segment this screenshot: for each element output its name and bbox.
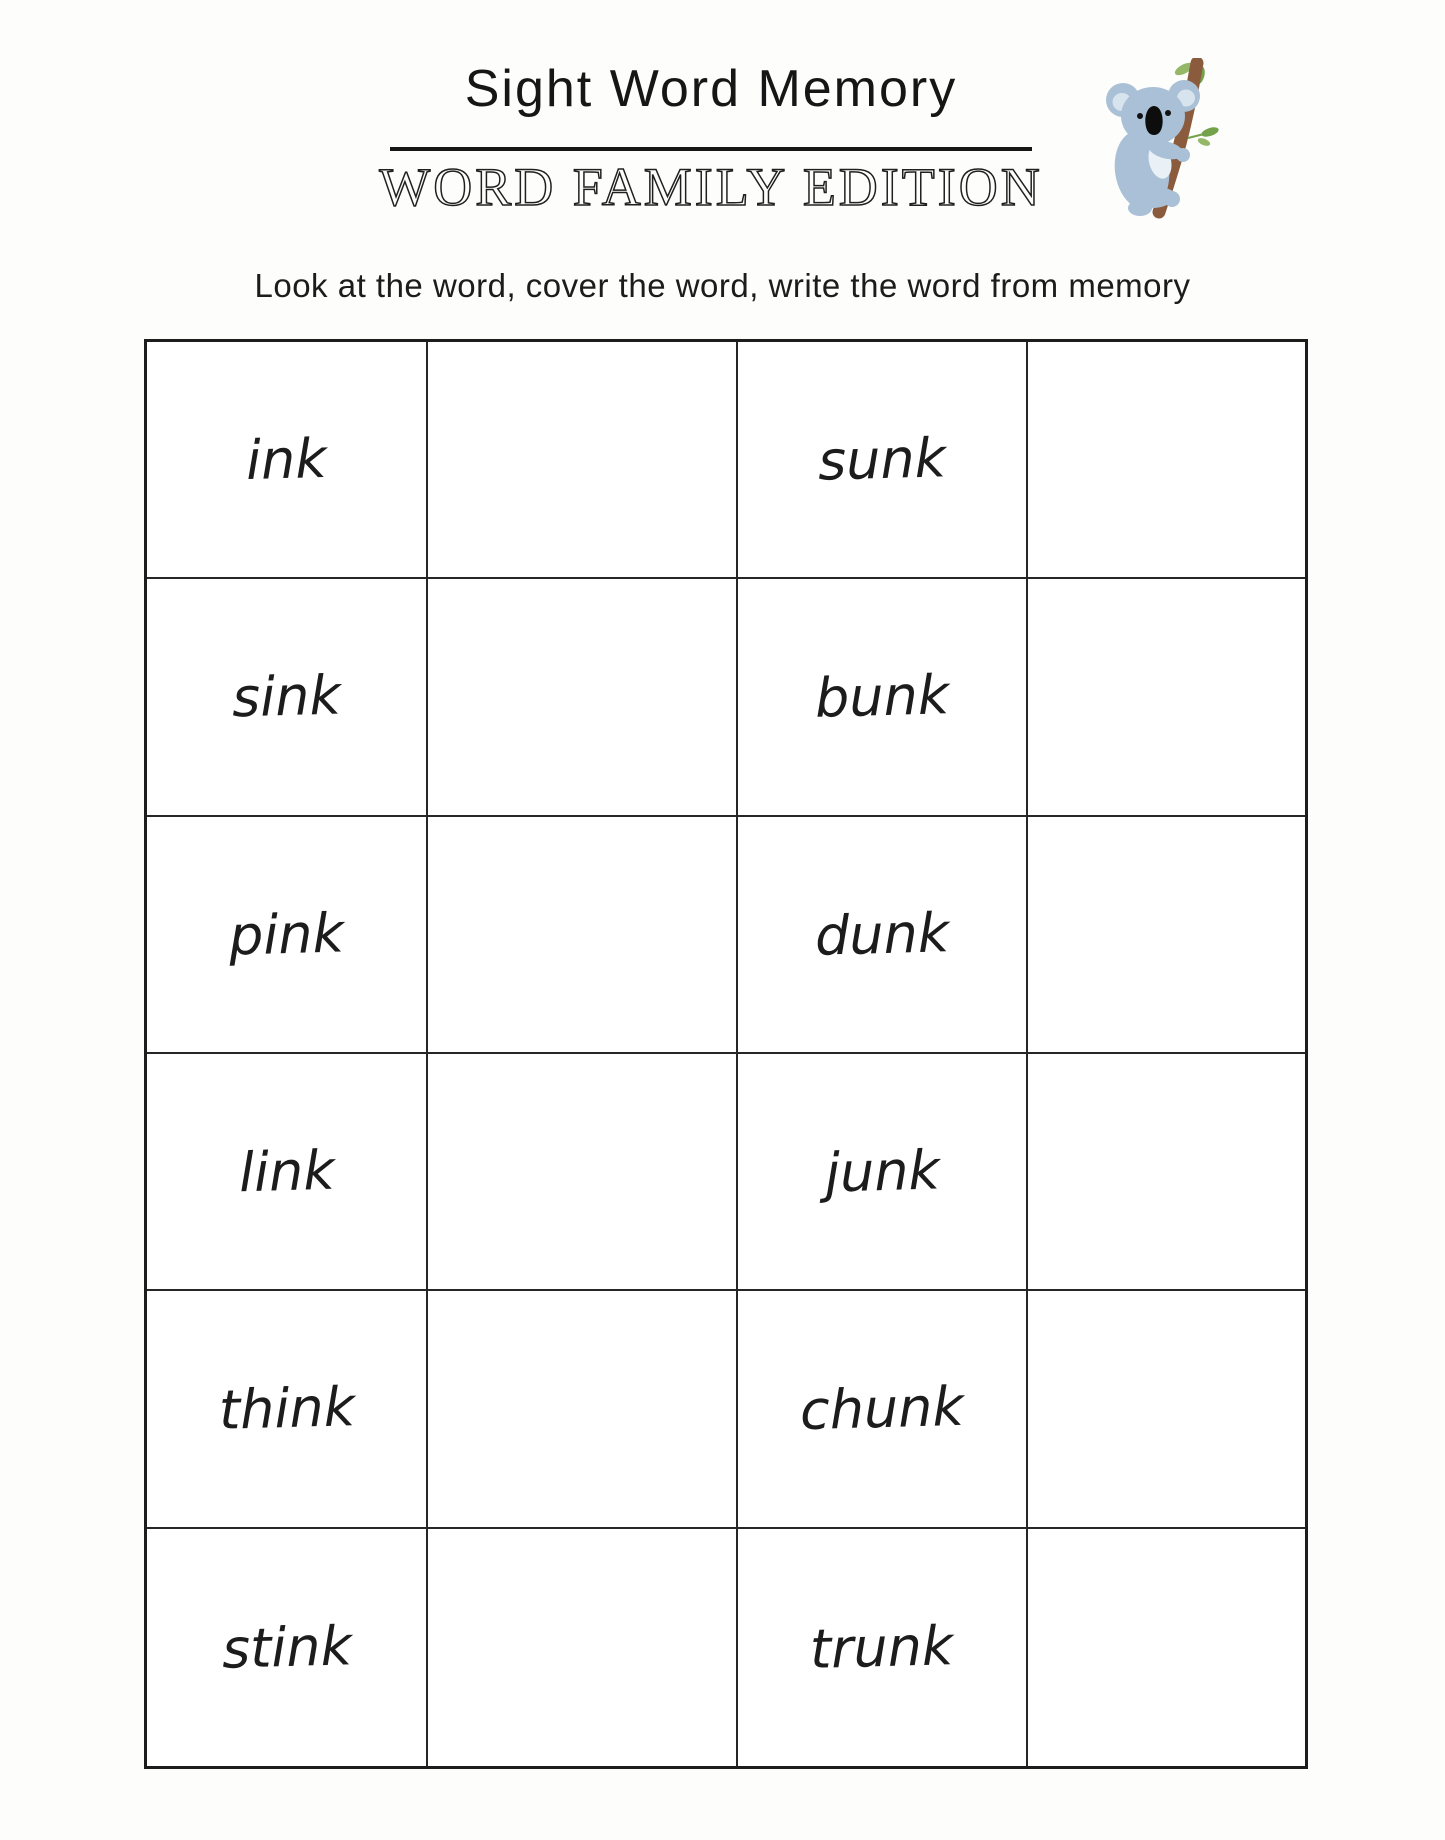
word-cell [147,1529,428,1766]
page-title: Sight Word Memory [464,60,958,118]
write-cell [428,342,738,579]
write-cell [428,1529,738,1766]
leaf-mid-icon [1188,125,1220,147]
write-cell [1028,342,1305,579]
write-cell [1028,817,1305,1054]
sight-word: stink [220,1614,353,1681]
sight-word: junk [823,1138,941,1205]
word-cell [738,1291,1028,1528]
word-cell [147,1054,428,1291]
sight-word: trunk [809,1613,955,1681]
eye-icon [1165,110,1171,116]
word-cell [738,579,1028,816]
sight-word: think [217,1375,356,1443]
write-cell [428,579,738,816]
write-cell [428,1054,738,1291]
word-cell [738,342,1028,579]
write-cell [1028,579,1305,816]
word-table [144,339,1308,1769]
eye-icon [1137,113,1143,119]
title-divider [390,147,1032,151]
write-cell [428,1291,738,1528]
word-cell [738,1529,1028,1766]
word-cell [147,579,428,816]
sight-word: sunk [817,426,947,493]
nose-shape [1145,106,1162,135]
word-cell [147,1291,428,1528]
word-cell [738,817,1028,1054]
sight-word: pink [228,901,345,968]
instruction-text: Look at the word, cover the word, write the word from memory [254,267,1191,304]
sight-word: chunk [799,1375,965,1443]
sight-word: ink [245,427,328,493]
koala-icon [1100,58,1230,220]
sight-word: bunk [814,663,950,731]
word-cell [147,342,428,579]
sight-word: dunk [814,901,950,968]
write-cell [1028,1529,1305,1766]
sight-word: link [237,1138,336,1205]
write-cell [1028,1291,1305,1528]
write-cell [428,817,738,1054]
word-cell [147,817,428,1054]
word-cell [738,1054,1028,1291]
write-cell [1028,1054,1305,1291]
sight-word: sink [231,664,342,730]
page-subtitle: WORD FAMILY EDITION [379,157,1043,217]
